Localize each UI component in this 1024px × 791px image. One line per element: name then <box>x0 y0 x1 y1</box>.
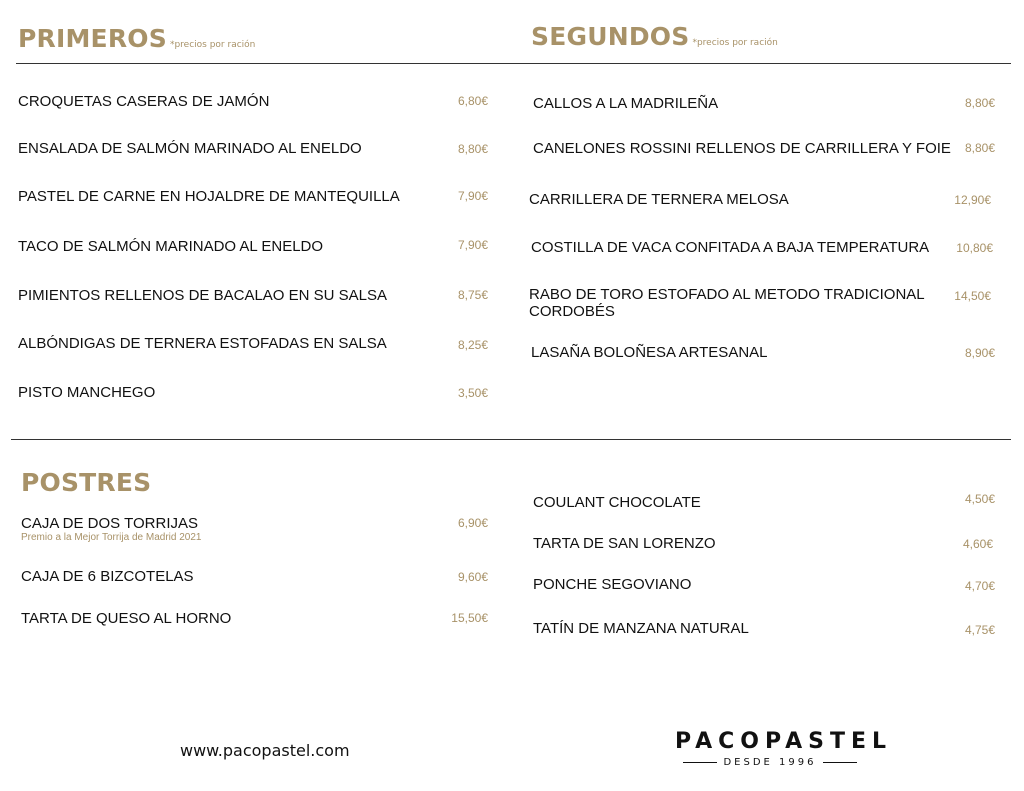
menu-item-price: 3,50€ <box>457 386 488 400</box>
menu-item-name: PIMIENTOS RELLENOS DE BACALAO EN SU SALSA <box>18 287 388 304</box>
primeros-title: PRIMEROS <box>18 24 167 53</box>
menu-item-name: TATÍN DE MANZANA NATURAL <box>533 620 749 637</box>
menu-item-name: ENSALADA DE SALMÓN MARINADO AL ENELDO <box>18 140 362 157</box>
menu-item-price: 8,90€ <box>964 346 995 360</box>
menu-item-name: LASAÑA BOLOÑESA ARTESANAL <box>531 344 768 361</box>
menu-item-name: ALBÓNDIGAS DE TERNERA ESTOFADAS EN SALSA <box>18 335 387 352</box>
award-note: Premio a la Mejor Torrija de Madrid 2021 <box>21 532 202 543</box>
menu-item-name: PONCHE SEGOVIANO <box>533 576 692 593</box>
menu-item-name: PASTEL DE CARNE EN HOJALDRE DE MANTEQUILLA <box>18 188 400 205</box>
menu-item-name: TARTA DE SAN LORENZO <box>533 535 716 552</box>
menu-item-price: 8,80€ <box>964 141 995 155</box>
menu-item-name: PISTO MANCHEGO <box>18 384 156 401</box>
menu-item-price: 10,80€ <box>956 241 993 255</box>
menu-item-name: CAJA DE DOS TORRIJAS <box>21 515 198 532</box>
menu-item-name: CAJA DE 6 BIZCOTELAS <box>21 568 194 585</box>
menu-item-price: 7,90€ <box>457 238 488 252</box>
postres-heading: POSTRES <box>21 468 152 497</box>
menu-item-price: 6,80€ <box>457 94 488 108</box>
brand-logo <box>675 729 893 768</box>
menu-item-price: 4,50€ <box>964 492 995 506</box>
brand-name: PACOPASTEL <box>675 729 893 754</box>
tagline-line-right <box>823 762 857 763</box>
segundos-price-note: *precios por ración <box>692 38 778 48</box>
menu-item-price: 7,90€ <box>457 189 488 203</box>
primeros-heading <box>18 24 255 53</box>
segundos-title: SEGUNDOS <box>531 22 690 51</box>
menu-item-name: CALLOS A LA MADRILEÑA <box>533 95 719 112</box>
menu-item-price: 8,75€ <box>457 288 488 302</box>
menu-item-price: 4,60€ <box>962 537 993 551</box>
menu-item-name: COULANT CHOCOLATE <box>533 494 701 511</box>
menu-item-price: 9,60€ <box>457 570 488 584</box>
website-url: www.pacopastel.com <box>180 741 350 760</box>
menu-item-name: COSTILLA DE VACA CONFITADA A BAJA TEMPERATURA <box>531 239 930 256</box>
primeros-price-note: *precios por ración <box>169 40 256 50</box>
menu-item-price: 8,80€ <box>964 96 995 110</box>
top-divider <box>16 63 1011 64</box>
menu-item-name: CARRILLERA DE TERNERA MELOSA <box>529 191 789 208</box>
menu-item-price: 6,90€ <box>457 516 488 530</box>
menu-item-price: 4,70€ <box>964 579 995 593</box>
segundos-heading <box>531 22 778 51</box>
menu-item-price: 8,80€ <box>457 142 488 156</box>
menu-item-name-continuation: CORDOBÉS <box>529 303 615 320</box>
brand-tagline: DESDE 1996 <box>723 757 817 768</box>
menu-item-price: 12,90€ <box>954 193 991 207</box>
menu-item-price: 8,25€ <box>457 338 488 352</box>
menu-item-price: 15,50€ <box>451 611 488 625</box>
middle-divider <box>11 439 1011 440</box>
menu-item-name: CANELONES ROSSINI RELLENOS DE CARRILLERA Y FOIE <box>533 140 951 157</box>
menu-item-name: TARTA DE QUESO AL HORNO <box>21 610 232 627</box>
menu-item-name: TACO DE SALMÓN MARINADO AL ENELDO <box>18 238 324 255</box>
tagline-line-left <box>683 762 717 763</box>
brand-tagline-row <box>675 757 865 768</box>
menu-item-price: 4,75€ <box>964 623 995 637</box>
menu-item-name: CROQUETAS CASERAS DE JAMÓN <box>18 93 270 110</box>
menu-item-name: RABO DE TORO ESTOFADO AL METODO TRADICIONAL <box>529 286 925 303</box>
menu-item-price: 14,50€ <box>954 289 991 303</box>
